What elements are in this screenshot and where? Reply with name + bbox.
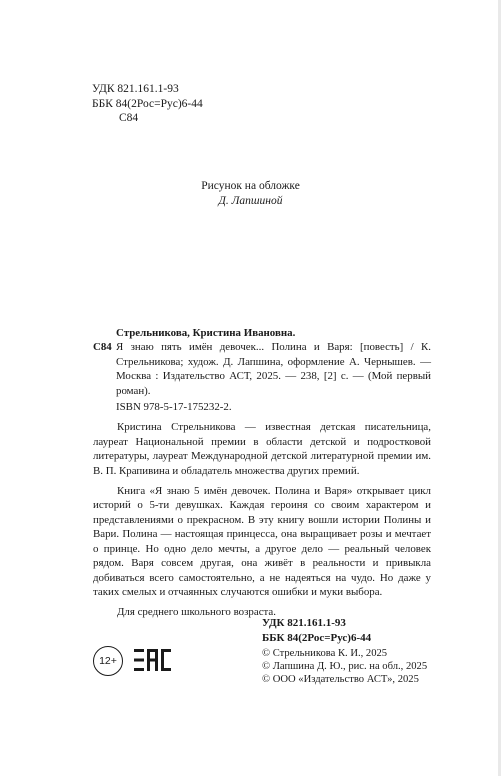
record-heading: Стрельникова, Кристина Ивановна. [116, 327, 296, 339]
top-classification-block [92, 82, 203, 126]
cover-illustrator: Д. Лапшиной [218, 195, 283, 207]
age-rating-badge [93, 646, 123, 676]
bibliographic-code: С84 [93, 341, 112, 354]
bbk-code-bottom: ББК 84(2Рос=Рус)6-44 [262, 631, 372, 644]
udk-code-bottom: УДК 821.161.1-93 [262, 617, 346, 629]
bbk-code: ББК 84(2Рос=Рус)6-44 [92, 97, 203, 110]
annotation-paragraph: Кристина Стрельникова — известная детская писательница, лауреат Национальной премии в области детской и подростковой литературы, лауреат Международной детской литературной премии им. В. П. Крапивина и обладатель множества других премий. [93, 421, 431, 477]
cover-credit [0, 179, 501, 209]
bottom-classification-block [262, 616, 371, 645]
annotation-paragraph: Книга «Я знаю 5 имён девочек. Полина и Варя» открывает цикл историй о 5-ти девушках. Каждая героиня со своим характером и представлениями о прекрасном. В эту книгу вошли истории Полины и Вари. Полина — настоящая принцесса, она выращивает розы и мечтает о принце. Но одно дело мечты, а другое дело — реальный человек рядом. Варя совсем другая, она живёт в реальности и привыкла добиваться всего самостоятельно, а не надеяться на чудо. Но даже у таких смелых и отчаянных случаются ошибки и муки выбора. [93, 485, 431, 598]
eac-mark-icon [134, 649, 172, 676]
age-rating-label: 12+ [99, 655, 117, 667]
catalog-record [93, 326, 431, 620]
copyright-line: © ООО «Издательство АСТ», 2025 [262, 674, 419, 686]
bibliographic-text: Я знаю пять имён девочек... Полина и Варя: [повесть] / К. Стрельникова; худож. Д. Лапшина, оформление А. Чернышев. — Москва : Издательство АСТ, 2025. — 238, [2] с. — (Мой первый роман). [116, 341, 431, 397]
audience-note: Для среднего школьного возраста. [117, 606, 276, 619]
copyright-block [262, 647, 427, 687]
isbn: ISBN 978-5-17-175232-2. [116, 401, 232, 414]
bibliographic-description [93, 340, 431, 398]
udk-code: УДК 821.161.1-93 [92, 83, 179, 95]
cover-credit-label: Рисунок на обложке [201, 180, 300, 192]
author-code: С84 [119, 112, 139, 124]
copyright-line: © Стрельникова К. И., 2025 [262, 648, 388, 659]
copyright-line: © Лапшина Д. Ю., рис. на обл., 2025 [262, 661, 428, 673]
